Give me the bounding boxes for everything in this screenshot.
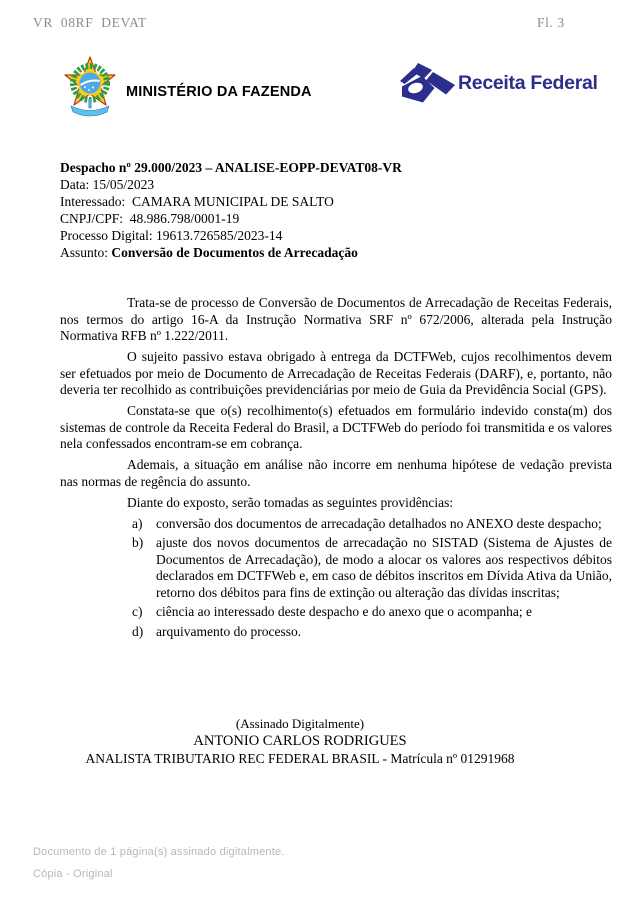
signature-method: (Assinado Digitalmente) [235, 716, 365, 731]
list-item-text: conversão dos documentos de arrecadação detalhados no ANEXO deste despacho; [156, 515, 602, 531]
info-line-cnpj: CNPJ/CPF: 48.986.798/0001-19 [60, 211, 240, 226]
list-item-text: ajuste dos novos documentos de arrecadação no SISTAD (Sistema de Ajustes de Documentos de Arrecadação), de modo a alocar os valores aos respectivos débitos declarados em DCTFWeb e, em caso de débitos inscritos em Dívida Ativa da União, retorno dos débitos para fins de extinção ou alteração das dívidas inscritas; [156, 535, 612, 600]
list-item [132, 535, 612, 601]
info-line-interessado: Interessado: CAMARA MUNICIPAL DE SALTO [60, 194, 334, 209]
body-paragraph: O sujeito passivo estava obrigado à entrega da DCTFWeb, cujos recolhimentos devem ser efetuados por meio de Documento de Arrecadação de Receitas Federais (DARF), e, portanto, não deveria ter recolhido as contribuições previdenciárias por meio de Guia da Previdência Social (GPS). [60, 349, 612, 397]
providencias-list [132, 516, 612, 641]
brazil-coat-of-arms-icon [63, 54, 117, 125]
assunto-label: Assunto: [60, 245, 112, 260]
info-line-processo: Processo Digital: 19613.726585/2023-14 [60, 228, 283, 243]
body-paragraph: Constata-se que o(s) recolhimento(s) efetuados em formulário indevido consta(m) dos sistemas de controle da Receita Federal do Brasil, a DCTFWeb do período foi transmitida e os valores nela confessados encontram-se em cobrança. [60, 403, 612, 451]
ministry-label: MINISTÉRIO DA FAZENDA [126, 84, 312, 100]
info-line-assunto [60, 244, 612, 261]
agency-label: Receita Federal [458, 72, 598, 94]
list-item-text: ciência ao interessado deste despacho e do anexo que o acompanha; e [156, 604, 532, 619]
list-item-marker: d) [132, 623, 144, 639]
document-info-block [60, 159, 612, 261]
signature-block [60, 716, 540, 767]
list-item-marker: b) [132, 535, 144, 550]
list-item [132, 624, 612, 641]
document-body [60, 295, 612, 643]
body-paragraph: Trata-se de processo de Conversão de Documentos de Arrecadação de Receitas Federais, nos termos do artigo 16-A da Instrução Normativa SRF nº 672/2006, alterada pela Instrução Normativa RFB nº 1.222/2011. [60, 295, 612, 343]
signatory-role: ANALISTA TRIBUTARIO REC FEDERAL BRASIL - Matrícula nº 01291968 [85, 751, 515, 766]
body-paragraph: Ademais, a situação em análise não incorre em nenhuma hipótese de vedação prevista nas normas de regência do assunto. [60, 457, 612, 489]
list-item-text: arquivamento do processo. [156, 623, 302, 639]
info-line-date: Data: 15/05/2023 [60, 177, 155, 192]
list-item [132, 604, 612, 621]
page-number: Fl. 3 [537, 15, 565, 30]
list-item [132, 516, 612, 533]
footer-pages-note: Documento de 1 página(s) assinado digitalmente. [33, 846, 285, 858]
list-item-marker: c) [132, 604, 143, 619]
receita-federal-logo-icon [399, 61, 455, 109]
list-item-marker: a) [132, 515, 143, 531]
signatory-name: ANTONIO CARLOS RODRIGUES [193, 733, 407, 749]
footer-copy-note: Cópia - Original [33, 868, 113, 880]
despacho-title: Despacho nº 29.000/2023 – ANALISE-EOPP-DEVAT08-VR [60, 160, 402, 175]
assunto-value: Conversão de Documentos de Arrecadação [111, 245, 358, 260]
body-paragraph: Diante do exposto, serão tomadas as seguintes providências: [127, 494, 454, 510]
page-header-code: VR 08RF DEVAT [33, 15, 147, 30]
